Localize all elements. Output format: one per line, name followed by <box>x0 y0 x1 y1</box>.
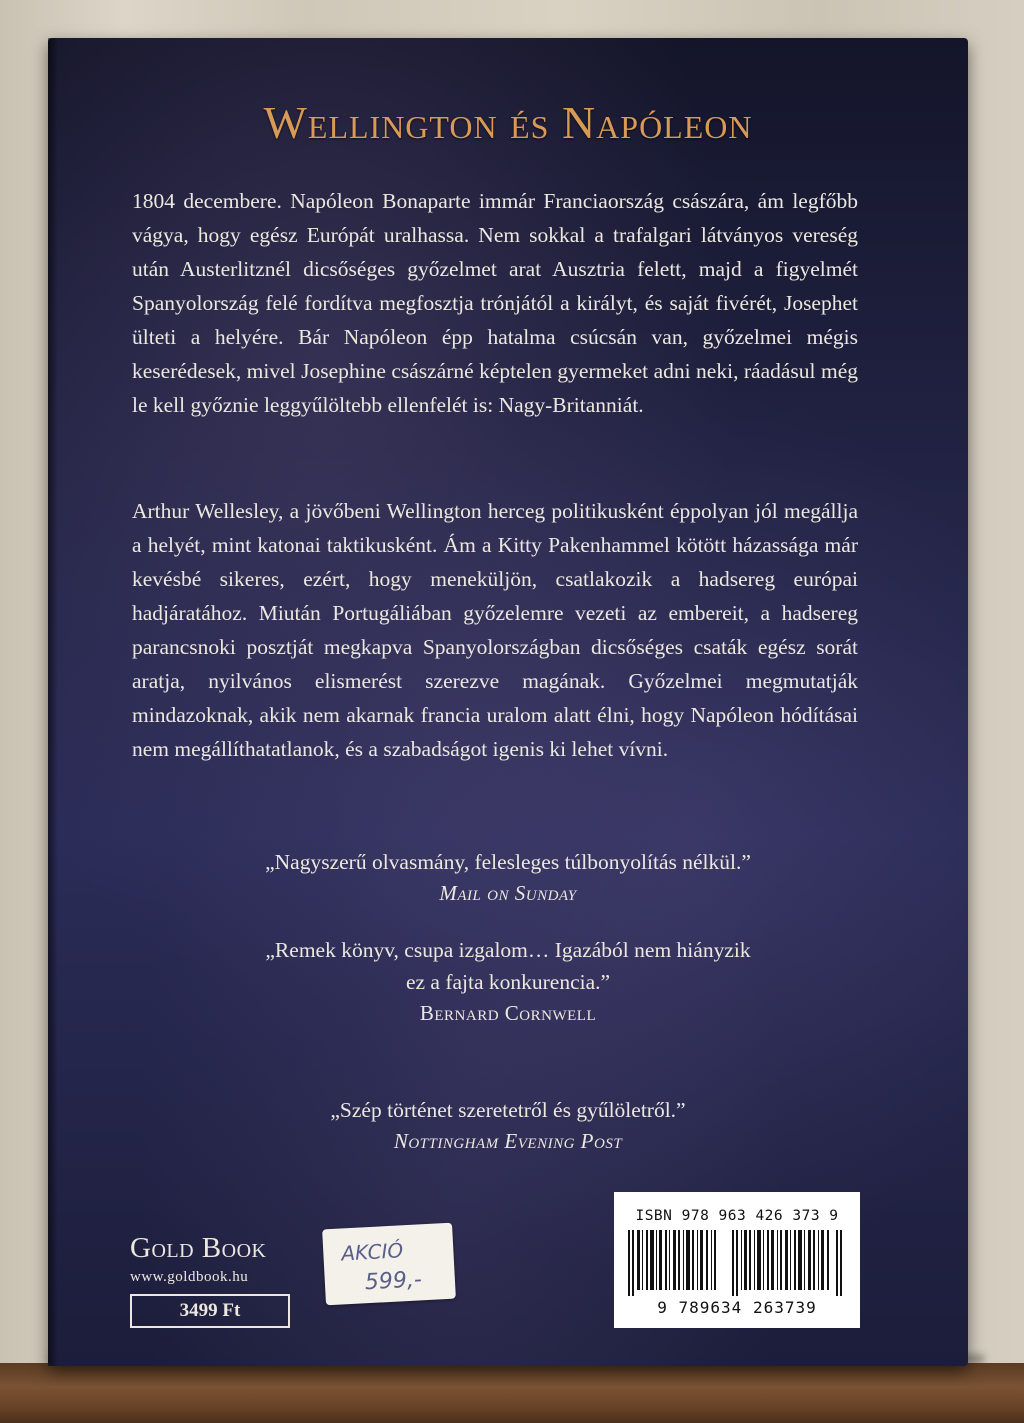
barcode-number: 9 789634 263739 <box>657 1298 817 1317</box>
price-box <box>130 1294 290 1328</box>
quote-source: Nottingham Evening Post <box>393 1129 623 1153</box>
sticker-line-2: 599,- <box>364 1267 423 1296</box>
blurb-paragraph-1: 1804 decembere. Napóleon Bonaparte immár Franciaország császára, ám legfőbb vágya, hogy egész Európát uralhassa. Nem sokkal a trafalgari látványos vereség után Austerlitznél dicsőséges győzelmet arat Ausztria felett, majd a figyelmét Spanyolország felé fordítva megfosztja trónjától a királyt, és saját fivérét, Josephet ülteti a helyére. Bár Napóleon épp hatalma csúcsán van, győzelmei mégis keserédesek, mivel Josephine császárné képtelen gyermeket adni neki, ráadásul még le kell győznie leggyűlöltebb ellenfelét is: Nagy-Britanniát. <box>132 189 858 417</box>
quote-text: „Szép történet szeretetről és gyűlöletről.” <box>330 1098 686 1122</box>
quote-text-line-2: ez a fajta konkurencia.” <box>405 970 611 994</box>
wooden-shelf <box>0 1363 1024 1423</box>
isbn-barcode-label <box>614 1192 860 1328</box>
book-back-cover <box>48 38 968 1366</box>
sale-price-sticker <box>322 1223 456 1306</box>
sticker-line-1: AKCIÓ <box>340 1238 404 1266</box>
quote-source: Mail on Sunday <box>439 881 577 905</box>
review-quote-3 <box>48 1094 968 1156</box>
barcode-icon <box>628 1230 846 1296</box>
price-label: 3499 Ft <box>179 1300 241 1321</box>
quote-text-line-1: „Remek könyv, csupa izgalom… Igazából nem hiányzik <box>265 938 751 962</box>
publisher-block <box>130 1230 292 1328</box>
publisher-url: www.goldbook.hu <box>130 1269 249 1285</box>
book-title: Wellington és Napóleon <box>263 97 753 148</box>
publisher-logo: Gold Book <box>130 1232 267 1264</box>
review-quote-1 <box>48 846 968 908</box>
isbn-text: ISBN 978 963 426 373 9 <box>635 1208 839 1224</box>
quote-source: Bernard Cornwell <box>419 1001 597 1025</box>
review-quote-2 <box>48 934 968 1028</box>
blurb-paragraph-2: Arthur Wellesley, a jövőbeni Wellington herceg politikusként éppolyan jól megállja a helyét, mint katonai taktikusként. Ám a Kitty Pakenhammel kötött házassága már kevésbé sikeres, ezért, hogy meneküljön, csatlakozik a hadsereg európai hadjáratához. Miután Portugáliában győzelemre vezeti az embereit, a hadsereg parancsnoki posztját megkapva Spanyolországban dicsőséges csaták egész sorát aratja, nyilvános elismerést szerezve magának. Győzelmei megmutatják mindazoknak, akik nem akarnak francia uralom alatt élni, hogy Napóleon hódításai nem megállíthatatlanok, és a szabadságot igenis ki lehet vívni. <box>132 499 858 761</box>
quote-text: „Nagyszerű olvasmány, felesleges túlbonyolítás nélkül.” <box>265 850 751 874</box>
handwritten-sale-icon <box>322 1223 456 1306</box>
